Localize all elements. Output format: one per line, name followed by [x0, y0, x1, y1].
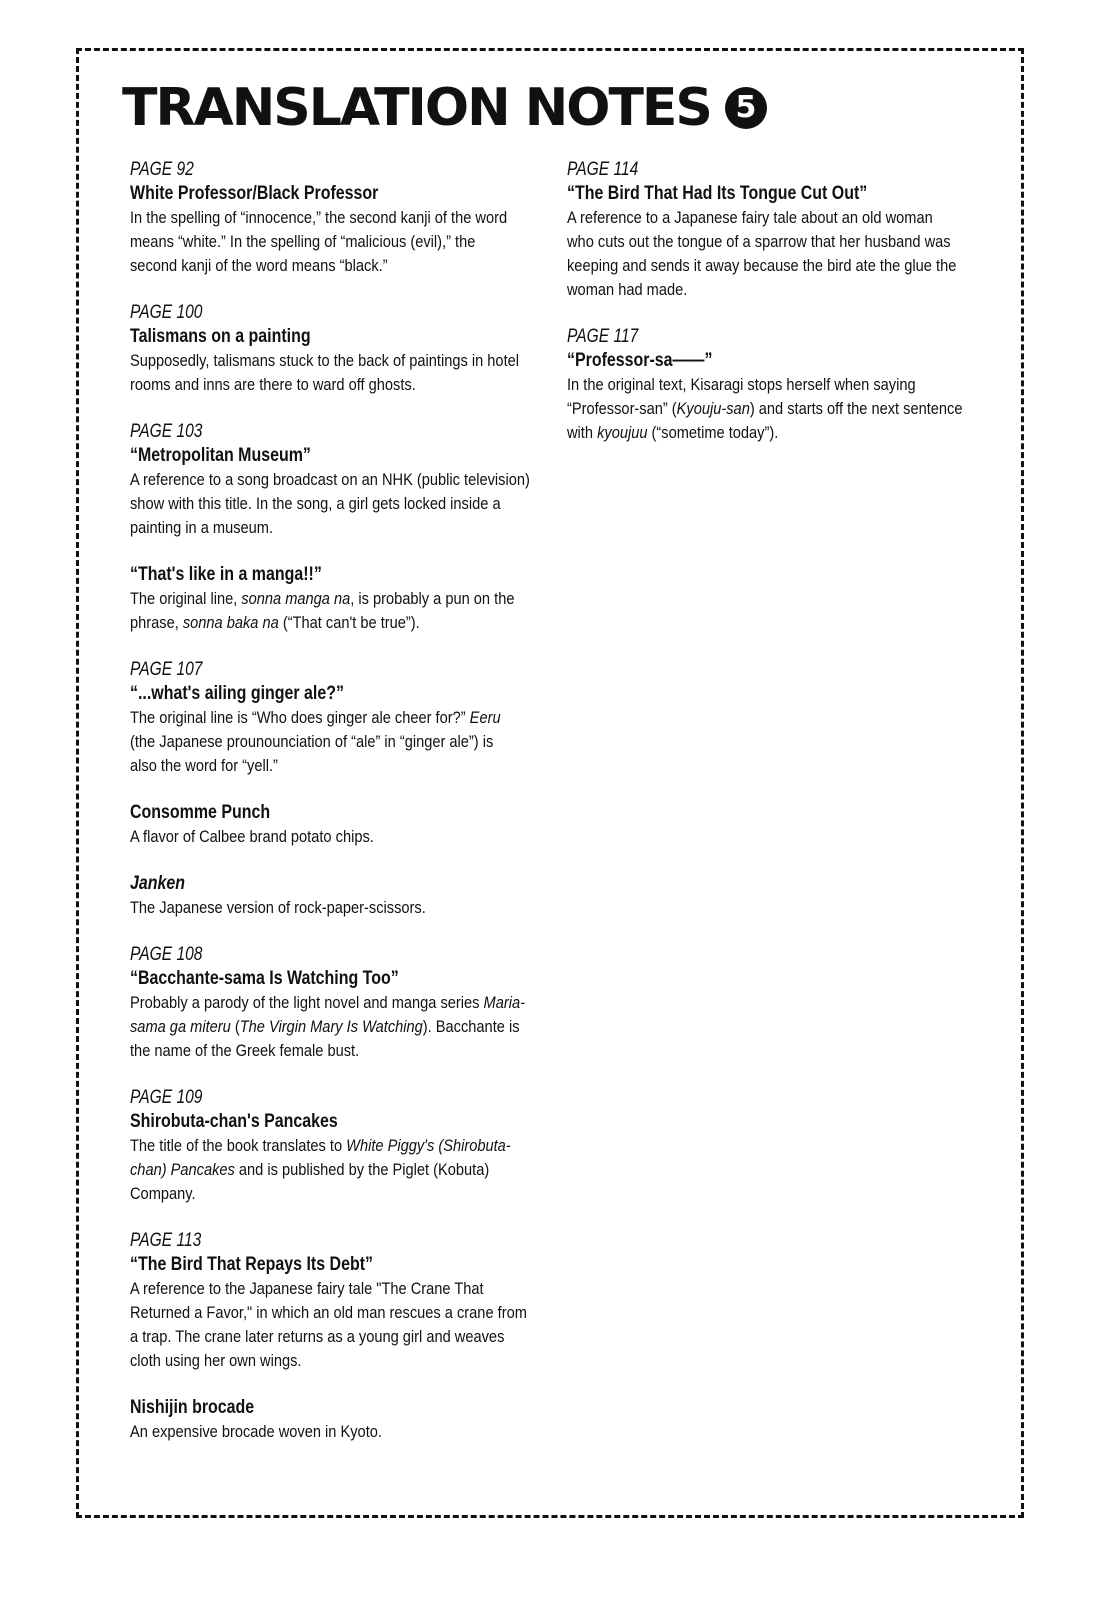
note-line: cloth using her own wings.	[130, 1351, 302, 1370]
page-label: PAGE 107	[130, 659, 203, 680]
note-line: “Professor-san” (Kyouju-san) and starts off the next sentence	[567, 399, 963, 418]
note-title: “The Bird That Repays Its Debt”	[130, 1254, 373, 1275]
note-nishijin-brocade	[130, 1396, 550, 1444]
note-line: woman had made.	[567, 280, 688, 299]
note-line: chan) Pancakes and is published by the Piglet (Kobuta)	[130, 1160, 490, 1179]
page-label: PAGE 100	[130, 302, 203, 323]
note-line: Supposedly, talismans stuck to the back of paintings in hotel	[130, 351, 520, 370]
page-label: PAGE 114	[567, 159, 639, 180]
note-line: rooms and inns are there to ward off ghosts.	[130, 375, 416, 394]
note-line: sama ga miteru (The Virgin Mary Is Watching). Bacchante is	[130, 1017, 520, 1036]
note-line: who cuts out the tongue of a sparrow that her husband was	[567, 232, 951, 251]
note-line: The Japanese version of rock-paper-scissors.	[130, 898, 426, 917]
note-body	[130, 1420, 550, 1444]
note-line: A reference to a Japanese fairy tale about an old woman	[567, 208, 933, 227]
note-line: In the original text, Kisaragi stops herself when saying	[567, 375, 916, 394]
note-title: Consomme Punch	[130, 802, 271, 823]
note-line: Returned a Favor," in which an old man rescues a crane from	[130, 1303, 527, 1322]
volume-number-badge: 5	[725, 87, 767, 129]
note-page-109	[130, 1086, 550, 1206]
note-title: “...what's ailing ginger ale?”	[130, 683, 344, 704]
note-line: A flavor of Calbee brand potato chips.	[130, 827, 374, 846]
note-body	[130, 587, 550, 635]
note-body	[130, 991, 550, 1063]
note-title: “The Bird That Had Its Tongue Cut Out”	[567, 183, 868, 204]
note-body	[130, 825, 550, 849]
page-label: PAGE 113	[130, 1230, 202, 1251]
note-janken	[130, 872, 550, 920]
right-column	[567, 158, 987, 468]
note-line: with kyoujuu (“sometime today”).	[567, 423, 779, 442]
note-page-107	[130, 658, 550, 778]
note-line: phrase, sonna baka na (“That can't be true”).	[130, 613, 420, 632]
note-title: “Professor-sa——”	[567, 350, 713, 371]
note-title: Talismans on a painting	[130, 326, 311, 347]
note-page-114	[567, 158, 987, 302]
note-body	[130, 349, 550, 397]
note-title: “Metropolitan Museum”	[130, 445, 311, 466]
note-page-117	[567, 325, 987, 445]
note-body	[130, 706, 550, 778]
page-label: PAGE 103	[130, 421, 203, 442]
note-title: White Professor/Black Professor	[130, 183, 379, 204]
note-line: The title of the book translates to White Piggy's (Shirobuta-	[130, 1136, 511, 1155]
note-line: also the word for “yell.”	[130, 756, 278, 775]
note-body	[130, 206, 550, 278]
page-label: PAGE 92	[130, 159, 194, 180]
note-line: In the spelling of “innocence,” the second kanji of the word	[130, 208, 508, 227]
note-line: a trap. The crane later returns as a young girl and weaves	[130, 1327, 505, 1346]
page-title-text: TRANSLATION NOTES	[122, 78, 711, 138]
note-line: show with this title. In the song, a girl gets locked inside a	[130, 494, 501, 513]
note-consomme-punch	[130, 801, 550, 849]
note-line: keeping and sends it away because the bird ate the glue the	[567, 256, 957, 275]
note-body	[130, 896, 550, 920]
note-line: second kanji of the word means “black.”	[130, 256, 388, 275]
note-page-100	[130, 301, 550, 397]
note-line: (the Japanese prounounciation of “ale” in “ginger ale”) is	[130, 732, 494, 751]
note-body	[567, 206, 987, 302]
note-title: “Bacchante-sama Is Watching Too”	[130, 968, 399, 989]
note-title: Janken	[130, 873, 186, 894]
note-title: Nishijin brocade	[130, 1397, 255, 1418]
note-line: Probably a parody of the light novel and manga series Maria-	[130, 993, 525, 1012]
page-label: PAGE 109	[130, 1087, 203, 1108]
page-label: PAGE 117	[567, 326, 639, 347]
note-line: means “white.” In the spelling of “malicious (evil),” the	[130, 232, 476, 251]
page-label: PAGE 108	[130, 944, 203, 965]
note-page-103	[130, 420, 550, 540]
note-body	[130, 468, 550, 540]
note-title: Shirobuta-chan's Pancakes	[130, 1111, 338, 1132]
note-body	[130, 1134, 550, 1206]
note-title: “That's like in a manga!!”	[130, 564, 322, 585]
page-title	[122, 80, 767, 136]
note-line: A reference to a song broadcast on an NHK (public television)	[130, 470, 530, 489]
note-body	[130, 1277, 550, 1373]
note-line: The original line is “Who does ginger ale cheer for?” Eeru	[130, 708, 501, 727]
note-page-92	[130, 158, 550, 278]
note-line: Company.	[130, 1184, 196, 1203]
left-column	[130, 158, 550, 1467]
note-line: An expensive brocade woven in Kyoto.	[130, 1422, 382, 1441]
note-line: A reference to the Japanese fairy tale "The Crane That	[130, 1279, 484, 1298]
note-page-113	[130, 1229, 550, 1373]
note-line: The original line, sonna manga na, is probably a pun on the	[130, 589, 515, 608]
note-manga-line	[130, 563, 550, 635]
note-line: the name of the Greek female bust.	[130, 1041, 360, 1060]
note-page-108	[130, 943, 550, 1063]
note-body	[567, 373, 987, 445]
note-line: painting in a museum.	[130, 518, 274, 537]
